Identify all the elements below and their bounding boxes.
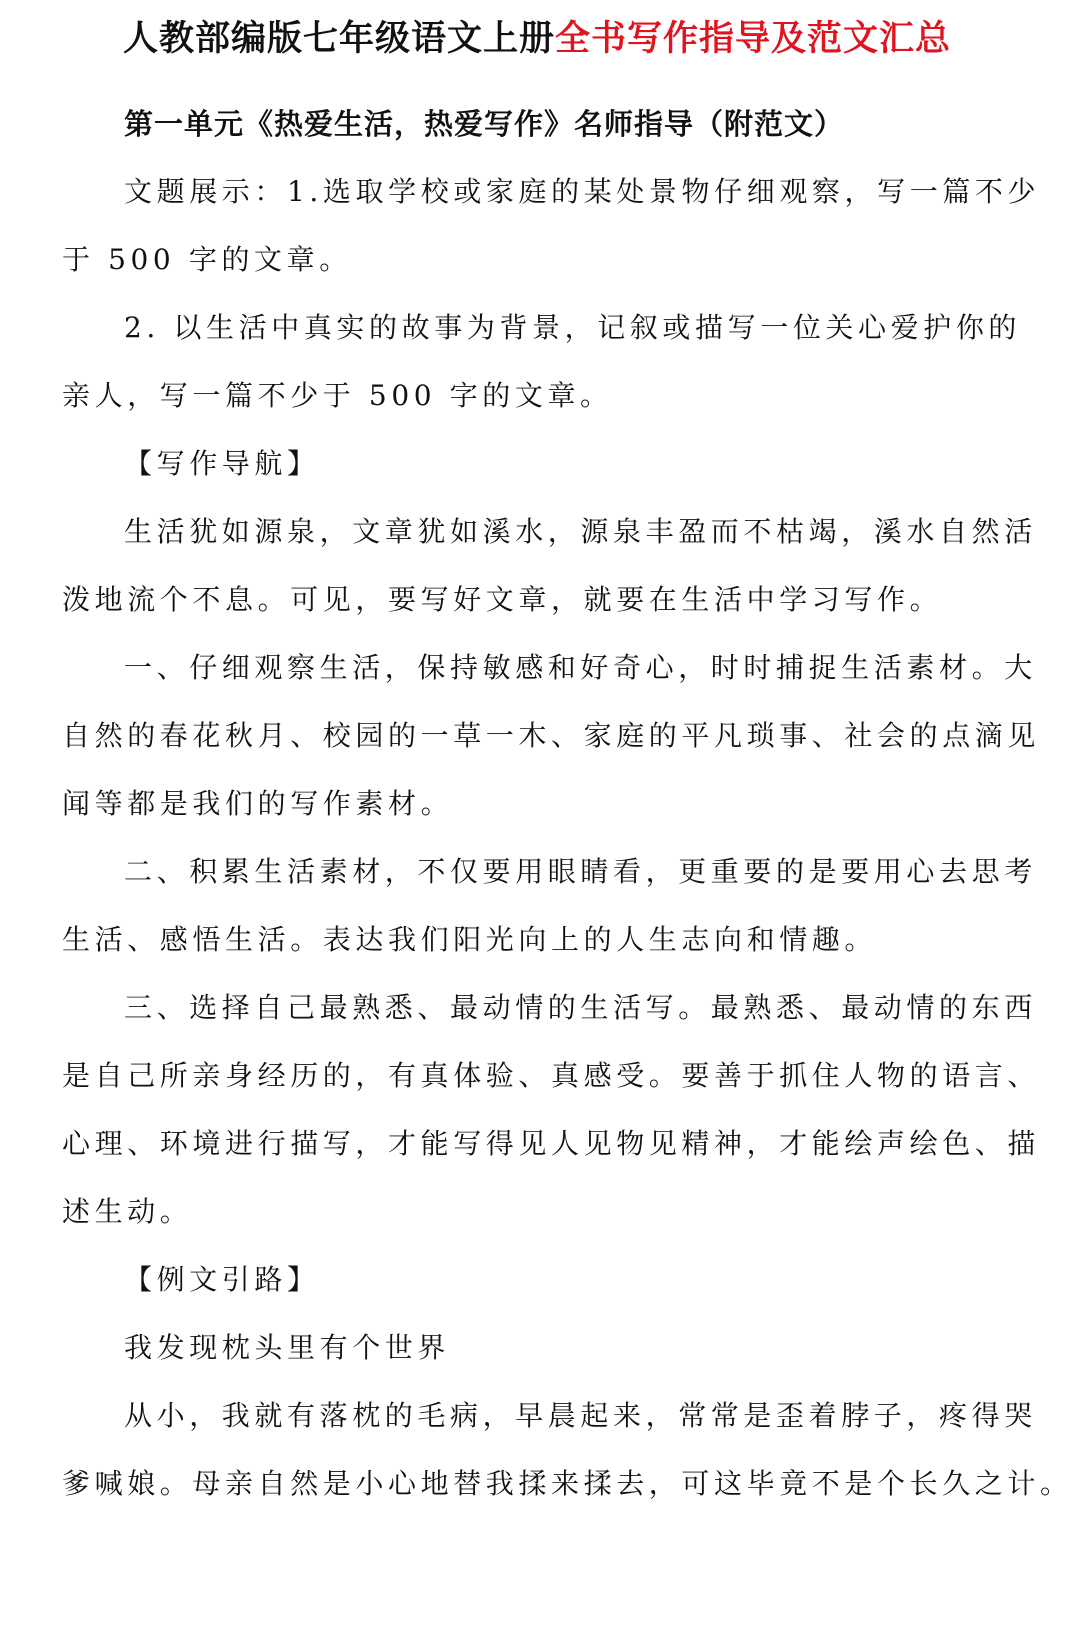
subsection-heading-writing-guide: 【写作导航】	[124, 447, 320, 480]
text-line: 亲人，写一篇不少于 500 字的文章。	[62, 379, 613, 412]
title-black-part: 人教部编版七年级语文上册	[122, 18, 555, 59]
text-line: 二、积累生活素材，不仅要用眼睛看，更重要的是要用心去思考	[124, 855, 1037, 888]
document-title	[0, 14, 1074, 64]
text-line: 生活、感悟生活。表达我们阳光向上的人生志向和情趣。	[62, 923, 878, 956]
text-line: 述生动。	[62, 1195, 193, 1228]
text-line: 从小，我就有落枕的毛病，早晨起来，常常是歪着脖子，疼得哭	[124, 1399, 1037, 1432]
title-red-part: 全书写作指导及范文汇总	[555, 18, 952, 59]
text-line: 闻等都是我们的写作素材。	[62, 787, 454, 820]
text-line: 自然的春花秋月、校园的一草一木、家庭的平凡琐事、社会的点滴见	[62, 719, 1041, 752]
section-heading: 第一单元《热爱生活，热爱写作》名师指导（附范文）	[124, 107, 845, 141]
text-line: 2. 以生活中真实的故事为背景，记叙或描写一位关心爱护你的	[124, 311, 1022, 344]
text-line: 文题展示：1.选取学校或家庭的某处景物仔细观察，写一篇不少	[124, 175, 1041, 208]
text-line: 三、选择自己最熟悉、最动情的生活写。最熟悉、最动情的东西	[124, 991, 1037, 1024]
text-line: 一、仔细观察生活，保持敏感和好奇心，时时捕捉生活素材。大	[124, 651, 1037, 684]
text-line: 泼地流个不息。可见，要写好文章，就要在生活中学习写作。	[62, 583, 943, 616]
text-line: 于 500 字的文章。	[62, 243, 352, 276]
essay-title: 我发现枕头里有个世界	[124, 1331, 451, 1364]
text-line: 爹喊娘。母亲自然是小心地替我揉来揉去，可这毕竟不是个长久之计。	[62, 1467, 1073, 1500]
text-line: 生活犹如源泉，文章犹如溪水，源泉丰盈而不枯竭，溪水自然活	[124, 515, 1037, 548]
text-line: 是自己所亲身经历的，有真体验、真感受。要善于抓住人物的语言、	[62, 1059, 1041, 1092]
subsection-heading-example-essay: 【例文引路】	[124, 1263, 320, 1296]
text-line: 心理、环境进行描写，才能写得见人见物见精神，才能绘声绘色、描	[62, 1127, 1041, 1160]
